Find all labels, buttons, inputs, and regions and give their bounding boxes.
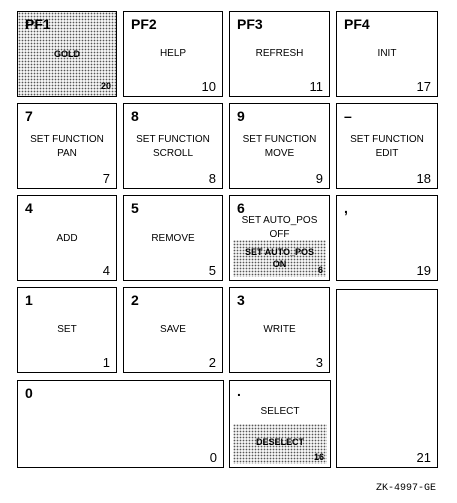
key-comma[interactable] [336, 195, 438, 281]
key-label: 9 [237, 108, 245, 124]
key-label: – [344, 108, 352, 124]
key-function: SET FUNCTION SCROLL [136, 134, 210, 159]
key-label: , [344, 200, 348, 216]
key-function: SET FUNCTION EDIT [350, 134, 424, 159]
key-gold-band [233, 240, 326, 277]
key-number: 9 [315, 171, 323, 186]
key-number: 21 [416, 450, 431, 465]
key-7[interactable] [17, 103, 117, 189]
key-gold-band [233, 424, 327, 464]
key-function: ADD [56, 233, 78, 244]
key-number: 8 [208, 171, 216, 186]
key-2[interactable] [123, 287, 223, 373]
key-enter[interactable] [336, 289, 438, 468]
key-function: REMOVE [151, 233, 195, 244]
key-function: SET AUTO_POS OFF [241, 215, 318, 240]
key-label: 1 [25, 292, 33, 308]
key-0[interactable] [17, 380, 224, 468]
key-number: 18 [416, 171, 431, 186]
key-label: . [237, 383, 241, 399]
key-number: 2 [208, 355, 216, 370]
key-label: 2 [131, 292, 139, 308]
key-function: WRITE [263, 324, 296, 335]
key-label: 8 [131, 108, 139, 124]
key-function: SET FUNCTION MOVE [242, 134, 317, 159]
key-number: 4 [102, 263, 110, 278]
key-gold-function: SET AUTO_POS ON [244, 247, 315, 269]
key-number: 7 [102, 171, 110, 186]
key-number: 3 [315, 355, 323, 370]
key-function: SET [57, 324, 77, 335]
key-number: 0 [209, 450, 217, 465]
key-8[interactable] [123, 103, 223, 189]
key-label: 5 [131, 200, 139, 216]
key-period[interactable] [229, 380, 331, 468]
key-number: 5 [208, 263, 216, 278]
key-pf3[interactable] [229, 11, 330, 97]
key-gold-number: 20 [100, 81, 111, 91]
key-number: 17 [416, 79, 431, 94]
key-label: PF2 [131, 16, 157, 32]
key-label: 6 [237, 200, 245, 216]
key-label: 4 [25, 200, 33, 216]
key-gold-function: GOLD [54, 49, 80, 59]
key-number: 19 [416, 263, 431, 278]
key-function: SAVE [160, 324, 186, 335]
key-gold-number: 16 [313, 452, 324, 462]
key-label: 7 [25, 108, 33, 124]
key-6[interactable] [229, 195, 330, 281]
key-number: 1 [102, 355, 110, 370]
key-1[interactable] [17, 287, 117, 373]
key-function: SET FUNCTION PAN [30, 134, 104, 159]
key-label: PF3 [237, 16, 263, 32]
key-pf2[interactable] [123, 11, 223, 97]
figure-caption: ZK-4997-GE [375, 483, 436, 494]
key-label: PF1 [25, 16, 51, 32]
key-4[interactable] [17, 195, 117, 281]
key-label: 3 [237, 292, 245, 308]
key-gold-function: DESELECT [255, 437, 304, 447]
key-function: HELP [159, 48, 187, 59]
key-number: 10 [201, 79, 216, 94]
key-label: PF4 [344, 16, 370, 32]
key-gold-number: 6 [317, 265, 323, 275]
key-function: INIT [377, 48, 397, 59]
key-minus[interactable] [336, 103, 438, 189]
key-3[interactable] [229, 287, 330, 373]
key-5[interactable] [123, 195, 223, 281]
key-pf1[interactable] [17, 11, 117, 97]
key-number: 11 [309, 79, 323, 94]
key-function: SELECT [260, 406, 300, 417]
key-label: 0 [25, 385, 33, 401]
key-pf4[interactable] [336, 11, 438, 97]
key-9[interactable] [229, 103, 330, 189]
key-function: REFRESH [255, 48, 304, 59]
